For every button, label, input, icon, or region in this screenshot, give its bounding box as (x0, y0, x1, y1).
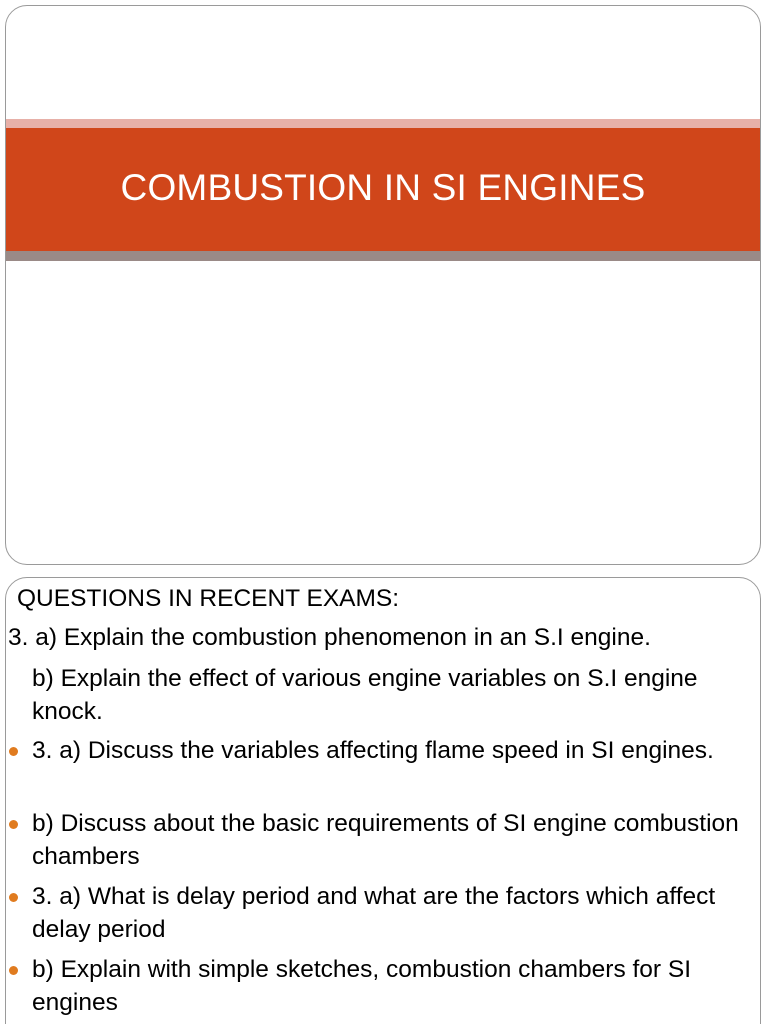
title-slide (5, 5, 761, 565)
title-band-top-stripe (6, 119, 760, 128)
bullet-dot (9, 966, 18, 975)
bullet-dot (9, 893, 18, 902)
bullet-item: 3. a) Discuss the variables affecting flame speed in SI engines. (32, 737, 714, 764)
question-3b: b) Explain the effect of various engine variables on S.I engine knock. (32, 665, 698, 725)
slide-title: COMBUSTION IN SI ENGINES (120, 166, 646, 208)
bullet-dot (9, 820, 18, 829)
questions-heading: QUESTIONS IN RECENT EXAMS: (17, 585, 400, 612)
bullet-item: 3. a) What is delay period and what are the factors which affect delay period (32, 883, 716, 943)
questions-slide (5, 577, 761, 1024)
title-band (6, 128, 760, 251)
bullet-item: b) Explain with simple sketches, combustion chambers for SI engines (32, 956, 692, 1016)
title-band-bottom-stripe (6, 251, 760, 261)
bullet-item: b) Discuss about the basic requirements of SI engine combustion chambers (32, 810, 739, 870)
bullet-dot (9, 747, 18, 756)
question-3a: 3. a) Explain the combustion phenomenon in an S.I engine. (8, 624, 651, 651)
